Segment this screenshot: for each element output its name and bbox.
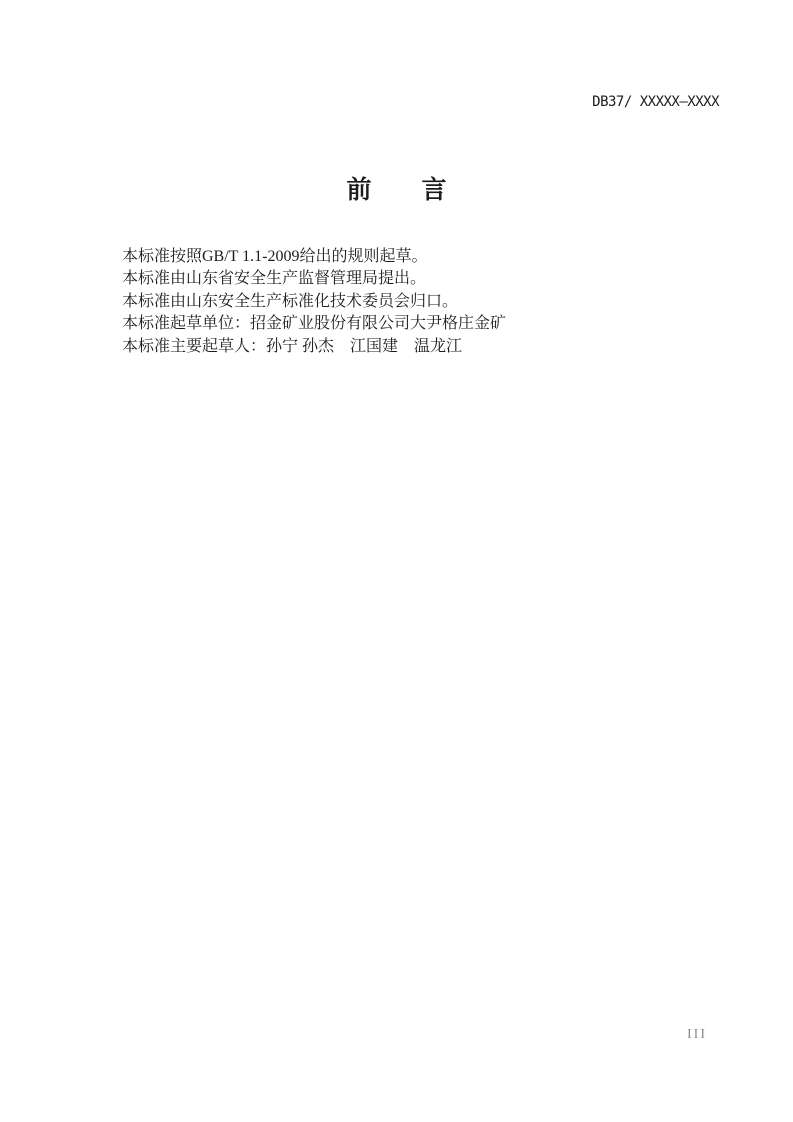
- foreword-title: 前 言: [346, 176, 447, 204]
- foreword-line-drafting-organization: 本标准起草单位：招金矿业股份有限公司大尹格庄金矿: [122, 315, 507, 333]
- page-number: III: [687, 1027, 707, 1042]
- foreword-body: [122, 246, 713, 358]
- foreword-line-centralized-by: 本标准由山东安全生产标准化技术委员会归口。: [122, 292, 459, 310]
- foreword-line-basis: 本标准按照GB/T 1.1-2009给出的规则起草。: [122, 248, 428, 265]
- foreword-line-proposed-by: 本标准由山东省安全生产监督管理局提出。: [122, 270, 427, 288]
- standard-number-header: DB37/ XXXXX—XXXX: [592, 94, 719, 110]
- foreword-line-drafters: 本标准主要起草人：孙宁 孙杰 江国建 温龙江: [122, 337, 463, 355]
